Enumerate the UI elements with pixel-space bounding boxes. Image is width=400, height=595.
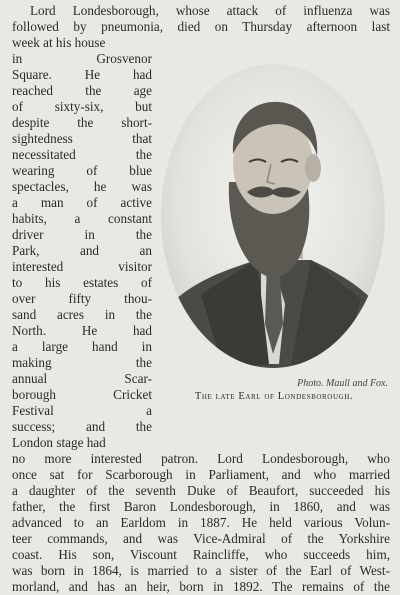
article-line: father, the first Baron Londesborough, in 1860, and was	[12, 499, 390, 514]
article-line: driver in the	[12, 227, 152, 242]
article-line: necessitated the	[12, 147, 152, 162]
article-line: morland, and has an heir, born in 1892. The remains of the	[12, 579, 390, 594]
article-line: teer commands, and was Vice-Admiral of the Yorkshire	[12, 531, 390, 546]
article-line: of sixty-six, but	[12, 99, 152, 114]
portrait-engraving	[161, 64, 385, 368]
article-line: success; and the	[12, 419, 152, 434]
article-line: London stage had	[12, 435, 106, 450]
article-line: despite the short-	[12, 115, 152, 130]
article-line: to his estates of	[12, 275, 152, 290]
article-line: reached the age	[12, 83, 152, 98]
article-line: advanced to an Earldom in 1887. He held various Volun-	[12, 515, 390, 530]
article-line: in Grosvenor	[12, 51, 152, 66]
article-line: Park, and an	[12, 243, 152, 258]
article-line: no more interested patron. Lord Londesborough, who	[12, 451, 390, 466]
article-line: Festival a	[12, 403, 152, 418]
article-line: once sat for Scarborough in Parliament, and who married	[12, 467, 390, 482]
article-line: was born in 1864, is married to a sister of the Earl of West-	[12, 563, 390, 578]
article-line: annual Scar-	[12, 371, 152, 386]
article-line: Square. He had	[12, 67, 152, 82]
article-line: coast. His son, Viscount Raincliffe, who succeeds him,	[12, 547, 390, 562]
article-line: week at his house	[12, 35, 106, 50]
article-line: over fifty thou-	[12, 291, 152, 306]
article-line: spectacles, he was	[12, 179, 152, 194]
article-line: habits, a constant	[12, 211, 152, 226]
article-line: wearing of blue	[12, 163, 152, 178]
article-line: making the	[12, 355, 152, 370]
article-line: a daughter of the seventh Duke of Beaufort, succeeded his	[12, 483, 390, 498]
photo-credit: Photo. Maull and Fox.	[297, 378, 388, 389]
article-line: North. He had	[12, 323, 152, 338]
article-line: a man of active	[12, 195, 152, 210]
portrait-caption: The late Earl of Londesborough.	[194, 391, 354, 402]
article-line: sand acres in the	[12, 307, 152, 322]
article-line: a large hand in	[12, 339, 152, 354]
article-line: followed by pneumonia, died on Thursday afternoon last	[12, 19, 390, 34]
article-line: Lord Londesborough, whose attack of influenza was	[30, 3, 390, 18]
article-line: borough Cricket	[12, 387, 152, 402]
article-line: sightedness that	[12, 131, 152, 146]
article-line: interested visitor	[12, 259, 152, 274]
